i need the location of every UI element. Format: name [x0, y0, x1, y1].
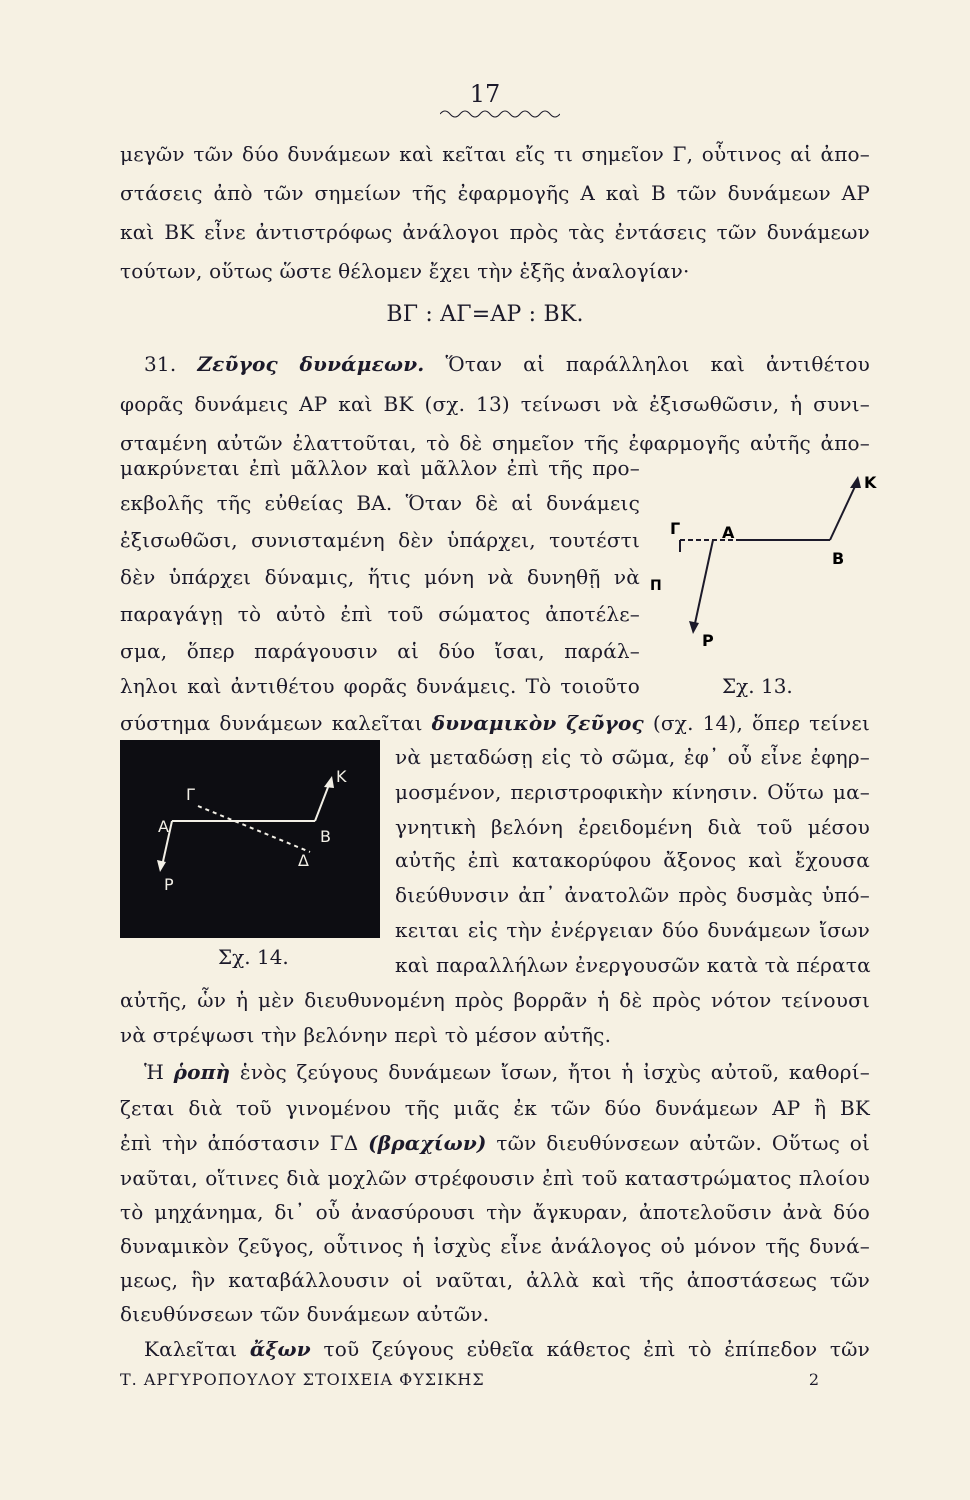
text-line: μακρύνεται ἐπὶ μᾶλλον καὶ μᾶλλον ἐπὶ τῆς προ– — [120, 456, 640, 480]
text-run: Καλεῖται — [144, 1337, 238, 1361]
text-line: ζεται διὰ τοῦ γινομένου τῆς μιᾶς ἐκ τῶν δύο δυνάμεων ΑΡ ἢ ΒΚ — [120, 1096, 870, 1120]
footer-title: Τ. ΑΡΓΥΡΟΠΟΥΛΟΥ ΣΤΟΙΧΕΙΑ ΦΥΣΙΚΗΣ — [120, 1370, 485, 1389]
fig13-label-b: Β — [832, 549, 845, 568]
keyword: ἄξων — [249, 1337, 311, 1361]
text-line: σταμένη αὐτῶν ἐλαττοῦται, τὸ δὲ σημεῖον τῆς ἐφαρμογῆς αὐτῆς ἀπο– — [120, 431, 870, 455]
footer-signature: 2 — [808, 1370, 820, 1389]
text-line: εκβολῆς τῆς εὐθείας ΒΑ. Ὅταν δὲ αἱ δυνάμεις — [120, 491, 640, 515]
text-line — [120, 1337, 870, 1361]
keyword: (βραχίων) — [368, 1131, 487, 1155]
text-line — [120, 1131, 870, 1155]
text-line: διεύθυνσιν ἀπ᾽ ἀνατολῶν πρὸς δυσμὰς ὑπό– — [395, 883, 870, 907]
text-run: ἐπὶ τὴν ἀπόστασιν ΓΔ — [120, 1131, 359, 1155]
text-line: μεγῶν τῶν δύο δυνάμεων καὶ κεῖται εἴς τι σημεῖον Γ, οὗτινος αἱ ἀπο– — [120, 142, 870, 166]
text-line: παραγάγῃ τὸ αὐτὸ ἐπὶ τοῦ σώματος ἀποτέλε– — [120, 602, 640, 626]
text-line: μεως, ἣν καταβάλλουσιν οἱ ναῦται, ἀλλὰ καὶ τῆς ἀποστάσεως τῶν — [120, 1268, 870, 1292]
text-line: κειται εἰς τὴν ἐνέργειαν δύο δυνάμεων ἴσων — [395, 918, 870, 942]
text-run: τῶν διευθύνσεων αὐτῶν. Οὕτως οἱ — [496, 1131, 870, 1155]
text-line: αὐτῆς ἐπὶ κατακορύφου ἄξονος καὶ ἔχουσα — [395, 848, 870, 872]
page-number: 17 — [469, 80, 501, 108]
figure-13 — [650, 468, 880, 668]
fig14-label-r: Ρ — [164, 875, 174, 894]
fig13-label-r: Ρ — [702, 631, 714, 650]
text-line: διευθύνσεων τῶν δυνάμεων αὐτῶν. — [120, 1302, 490, 1326]
fig14-label-d: Δ — [298, 851, 309, 870]
figure-14 — [120, 740, 380, 938]
fig13-label-p: Π — [650, 578, 662, 594]
text-line: γνητικὴ βελόνη ἐρειδομένη διὰ τοῦ μέσου — [395, 815, 870, 839]
text-line: ναῦται, οἵτινες διὰ μοχλῶν στρέφουσιν ἐπὶ τοῦ καταστρώματος πλοίου — [120, 1166, 870, 1190]
text-line: ἐξισωθῶσι, συνισταμένη δὲν ὑπάρχει, τουτέστι — [120, 528, 640, 552]
text-run: Ἡ — [144, 1060, 165, 1084]
text-run: τοῦ ζεύγους εὐθεῖα κάθετος ἐπὶ τὸ ἐπίπεδον τῶν — [323, 1337, 871, 1361]
text-run: (σχ. 14), ὅπερ τείνει — [652, 711, 870, 735]
fig14-label-g: Γ — [186, 785, 195, 804]
section-heading-line — [120, 352, 870, 376]
fig13-label-a: Α — [722, 523, 735, 542]
fig14-label-a: Α — [158, 817, 169, 836]
section-title: Ζεῦγος δυνάμεων. — [197, 352, 425, 376]
keyword: ῥοπὴ — [173, 1060, 231, 1084]
text-run: σύστημα δυνάμεων καλεῖται — [120, 711, 423, 735]
text-line: αὐτῆς, ὧν ἡ μὲν διευθυνομένη πρὸς βορρᾶν ἡ δὲ πρὸς νότον τείνουσι — [120, 988, 870, 1012]
fig13-label-g: Γ — [670, 519, 681, 538]
text-line — [120, 1060, 870, 1084]
text-run: Ὅταν αἱ παράλληλοι καὶ ἀντιθέτου — [445, 352, 871, 376]
figure-14-caption: Σχ. 14. — [218, 945, 289, 969]
keyword: δυναμικὸν ζεῦγος — [431, 711, 644, 735]
text-line: μοσμένον, περιστροφικὴν κίνησιν. Οὕτω μα– — [395, 780, 870, 804]
text-line: τούτων, οὕτως ὥστε θέλομεν ἔχει τὴν ἑξῆς ἀναλογίαν· — [120, 259, 690, 283]
fig13-label-k: K — [864, 473, 877, 492]
figure-13-caption: Σχ. 13. — [722, 674, 793, 698]
text-line: τὸ μηχάνημα, δι᾽ οὗ ἀνασύρουσι τὴν ἄγκυραν, ἀποτελοῦσιν ἀνὰ δύο — [120, 1200, 870, 1224]
text-line: νὰ στρέψωσι τὴν βελόνην περὶ τὸ μέσον αὐτῆς. — [120, 1023, 612, 1047]
fig14-label-b: Β — [320, 827, 331, 846]
text-run: ἑνὸς ζεύγους δυνάμεων ἴσων, ἤτοι ἡ ἰσχὺς αὐτοῦ, καθορί– — [239, 1060, 870, 1084]
text-line: στάσεις ἀπὸ τῶν σημείων τῆς ἐφαρμογῆς Α καὶ Β τῶν δυνάμεων ΑΡ — [120, 181, 870, 205]
fig14-label-k: Κ — [336, 767, 347, 786]
text-line: ληλοι καὶ ἀντιθέτου φορᾶς δυνάμεις. Τὸ τοιοῦτο — [120, 674, 640, 698]
text-line: καὶ παραλλήλων ἐνεργουσῶν κατὰ τὰ πέρατα — [395, 953, 871, 977]
ornament-wave — [440, 108, 560, 120]
page-footer — [120, 1370, 870, 1389]
section-number: 31. — [144, 352, 177, 376]
text-line — [120, 711, 870, 735]
text-line: καὶ ΒΚ εἶνε ἀντιστρόφως ἀνάλογοι πρὸς τὰς ἐντάσεις τῶν δυνάμεων — [120, 220, 870, 244]
equation: ΒΓ : ΑΓ=ΑΡ : ΒΚ. — [386, 302, 584, 327]
text-line: δυναμικὸν ζεῦγος, οὗτινος ἡ ἰσχὺς εἶνε ἀνάλογος οὐ μόνον τῆς δυνά– — [120, 1234, 870, 1258]
text-line: φορᾶς δυνάμεις ΑΡ καὶ ΒΚ (σχ. 13) τείνωσι νὰ ἐξισωθῶσιν, ἡ συνι– — [120, 392, 870, 416]
text-line: νὰ μεταδώσῃ εἰς τὸ σῶμα, ἐφ᾽ οὗ εἶνε ἐφηρ– — [395, 745, 870, 769]
text-line: δὲν ὑπάρχει δύναμις, ἥτις μόνη νὰ δυνηθῇ νὰ — [120, 565, 640, 589]
text-line: σμα, ὅπερ παράγουσιν αἱ δύο ἴσαι, παράλ– — [120, 639, 640, 663]
